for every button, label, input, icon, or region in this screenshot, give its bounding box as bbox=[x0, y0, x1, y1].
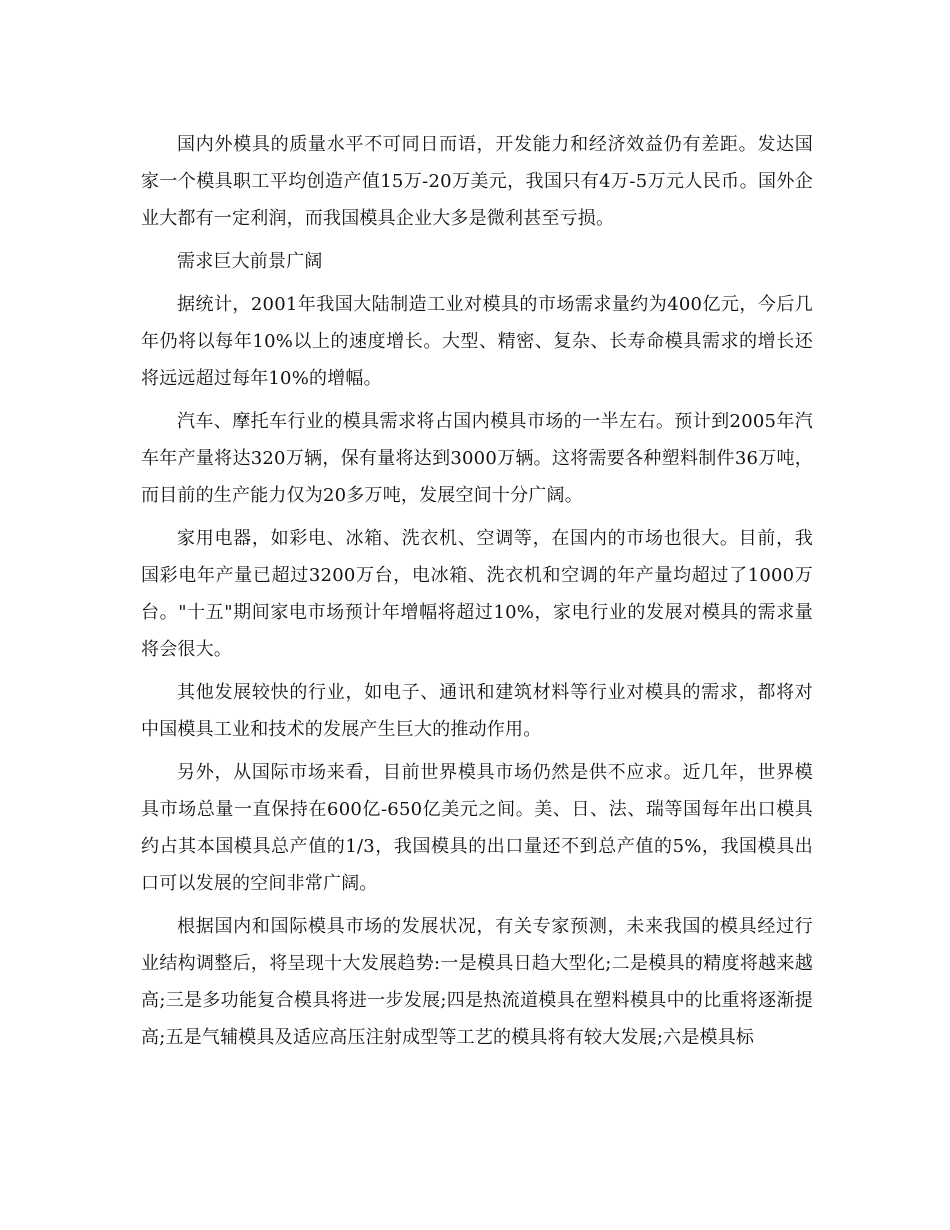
paragraph-4: 家用电器，如彩电、冰箱、洗衣机、空调等，在国内的市场也很大。目前，我国彩电年产量已超过3200万台，电冰箱、洗衣机和空调的年产量均超过了1000万台。"十五"期间家电市场预计年增幅将超过10%，家电行业的发展对模具的需求量将会很大。 bbox=[141, 528, 813, 660]
paragraph-5: 其他发展较快的行业，如电子、通讯和建筑材料等行业对模具的需求，都将对中国模具工业和技术的发展产生巨大的推动作用。 bbox=[141, 682, 813, 740]
paragraph-7: 根据国内和国际模具市场的发展状况，有关专家预测，未来我国的模具经过行业结构调整后，将呈现十大发展趋势:一是模具日趋大型化;二是模具的精度将越来越高;三是多功能复合模具将进一步发展;四是热流道模具在塑料模具中的比重将逐渐提高;五是气辅模具及适应高压注射成型等工艺的模具将有较大发展;六是模具标 bbox=[141, 916, 813, 1048]
document-body bbox=[141, 126, 813, 1062]
paragraph-2: 据统计，2001年我国大陆制造工业对模具的市场需求量约为400亿元，今后几年仍将以每年10%以上的速度增长。大型、精密、复杂、长寿命模具需求的增长还将远远超过每年10%的增幅。 bbox=[141, 294, 813, 389]
paragraph-1: 国内外模具的质量水平不可同日而语，开发能力和经济效益仍有差距。发达国家一个模具职工平均创造产值15万-20万美元，我国只有4万-5万元人民币。国外企业大都有一定利润，而我国模具企业大多是微利甚至亏损。 bbox=[141, 134, 813, 229]
paragraph-3: 汽车、摩托车行业的模具需求将占国内模具市场的一半左右。预计到2005年汽车年产量将达320万辆，保有量将达到3000万辆。这将需要各种塑料制件36万吨，而目前的生产能力仅为20多万吨，发展空间十分广阔。 bbox=[141, 411, 813, 506]
paragraph-6: 另外，从国际市场来看，目前世界模具市场仍然是供不应求。近几年，世界模具市场总量一直保持在600亿-650亿美元之间。美、日、法、瑞等国每年出口模具约占其本国模具总产值的1/3，我国模具的出口量还不到总产值的5%，我国模具出口可以发展的空间非常广阔。 bbox=[141, 762, 813, 894]
section-heading: 需求巨大前景广阔 bbox=[177, 251, 323, 272]
